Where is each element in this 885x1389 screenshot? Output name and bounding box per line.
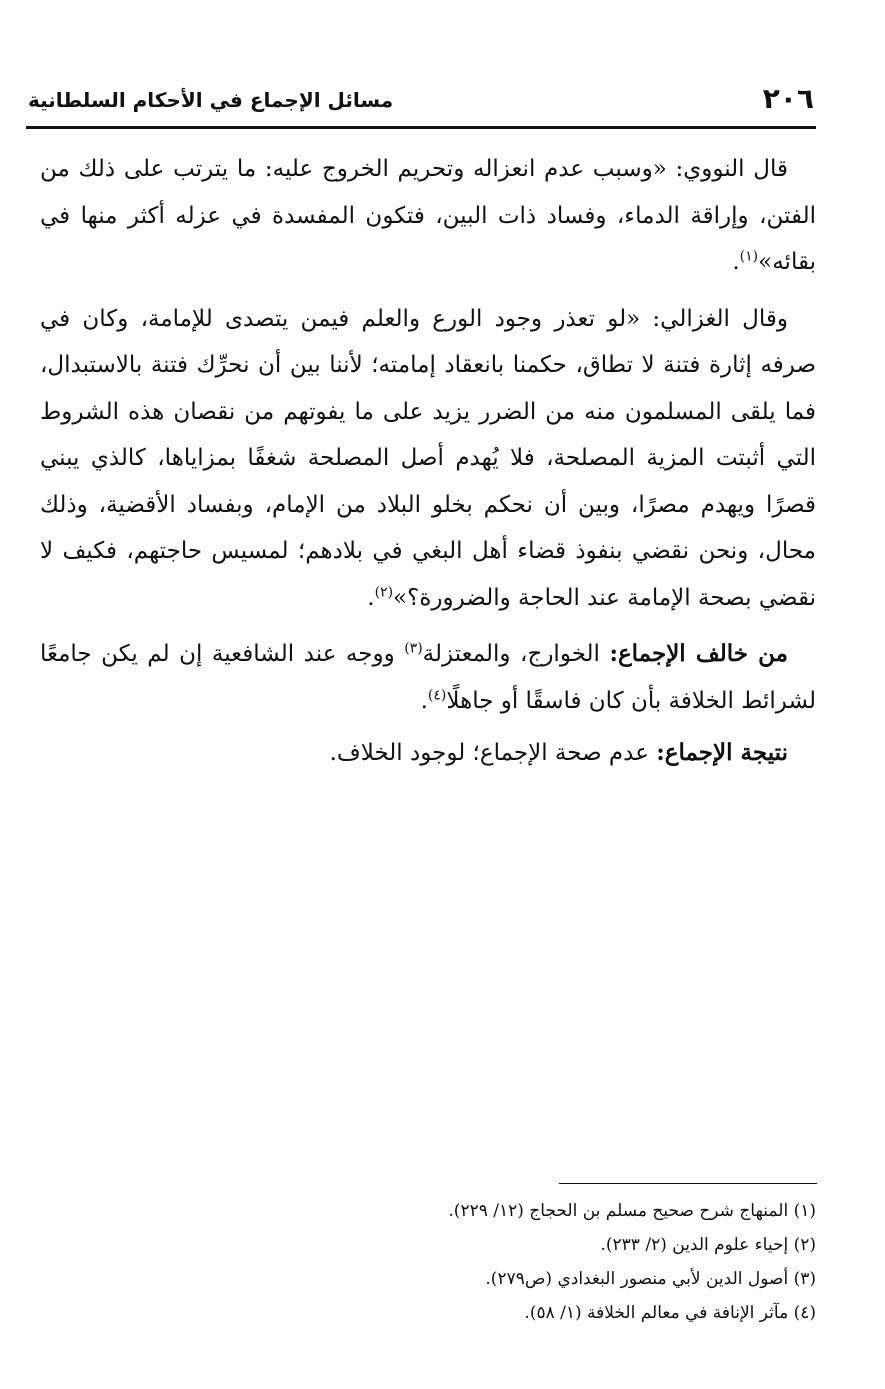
footnote-separator xyxy=(559,1183,817,1184)
paragraph-text: ووجه عند الشافعية إن لم يكن جامعًا لشرائط الخلافة بأن كان فاسقًا أو جاهلًا xyxy=(40,641,816,714)
paragraph-result xyxy=(40,730,816,777)
running-title: مسائل الإجماع في الأحكام السلطانية xyxy=(28,88,394,112)
paragraph-end: . xyxy=(420,687,428,714)
page-header xyxy=(26,80,816,129)
page-number: ٢٠٦ xyxy=(762,82,814,115)
footnote-3: (٣) أصول الدين لأبي منصور البغدادي (ص٢٧٩). xyxy=(485,1269,816,1289)
footnote-ref-2: (٢) xyxy=(374,583,394,600)
dissenters-label: من خالف الإجماع: xyxy=(609,640,788,667)
footnote-2: (٢) إحياء علوم الدين (٢/ ٢٣٣). xyxy=(600,1235,816,1255)
paragraph-text: الخوارج، والمعتزلة xyxy=(422,641,610,667)
paragraph-dissenters xyxy=(40,631,816,724)
paragraph-text: عدم صحة الإجماع؛ لوجود الخلاف. xyxy=(329,740,657,766)
paragraph-end: . xyxy=(732,249,740,275)
footnote-ref-4: (٤) xyxy=(427,686,447,703)
footnote-ref-3: (٣) xyxy=(404,640,423,657)
paragraph-ghazali-quote xyxy=(40,296,816,622)
footnotes xyxy=(40,1194,816,1330)
result-label: نتيجة الإجماع: xyxy=(656,739,788,766)
paragraph-nawawi-quote xyxy=(40,146,816,286)
paragraph-text: وقال الغزالي: «لو تعذر وجود الورع والعلم فيمن يتصدى للإمامة، وكان في صرفه إثارة فتنة لا تطاق، حكمنا بانعقاد إمامته؛ لأننا بين أن نحرِّك فتنة بالاستبدال، فما يلقى المسلمون منه من الضرر يزيد على ما يفوتهم من نقصان هذه الشروط التي أثبتت المزية المصلحة، فلا يُهدم أصل المصلحة شغفًا بمزاياها، كالذي يبني قصرًا ويهدم مصرًا، وبين أن نحكم بخلو البلاد من الإمام، وبفساد الأقضية، وذلك محال، ونحن نقضي بنفوذ قضاء أهل البغي في بلادهم؛ لمسيس حاجتهم، فكيف لا نقضي بصحة الإمامة عند الحاجة والضرورة؟» xyxy=(40,305,816,611)
footnote-ref-1: (١) xyxy=(739,248,759,265)
footnote-4: (٤) مآثر الإنافة في معالم الخلافة (١/ ٥٨). xyxy=(524,1303,816,1323)
main-text xyxy=(40,146,816,787)
paragraph-end: . xyxy=(367,584,375,611)
paragraph-text: قال النووي: «وسبب عدم انعزاله وتحريم الخروج عليه: ما يترتب على ذلك من الفتن، وإراقة الدماء، وفساد ذات البين، فتكون المفسدة في عزله أكثر منها في بقائه» xyxy=(40,156,816,275)
footnote-1: (١) المنهاج شرح صحيح مسلم بن الحجاج (١٢/ ٢٢٩). xyxy=(448,1201,816,1221)
